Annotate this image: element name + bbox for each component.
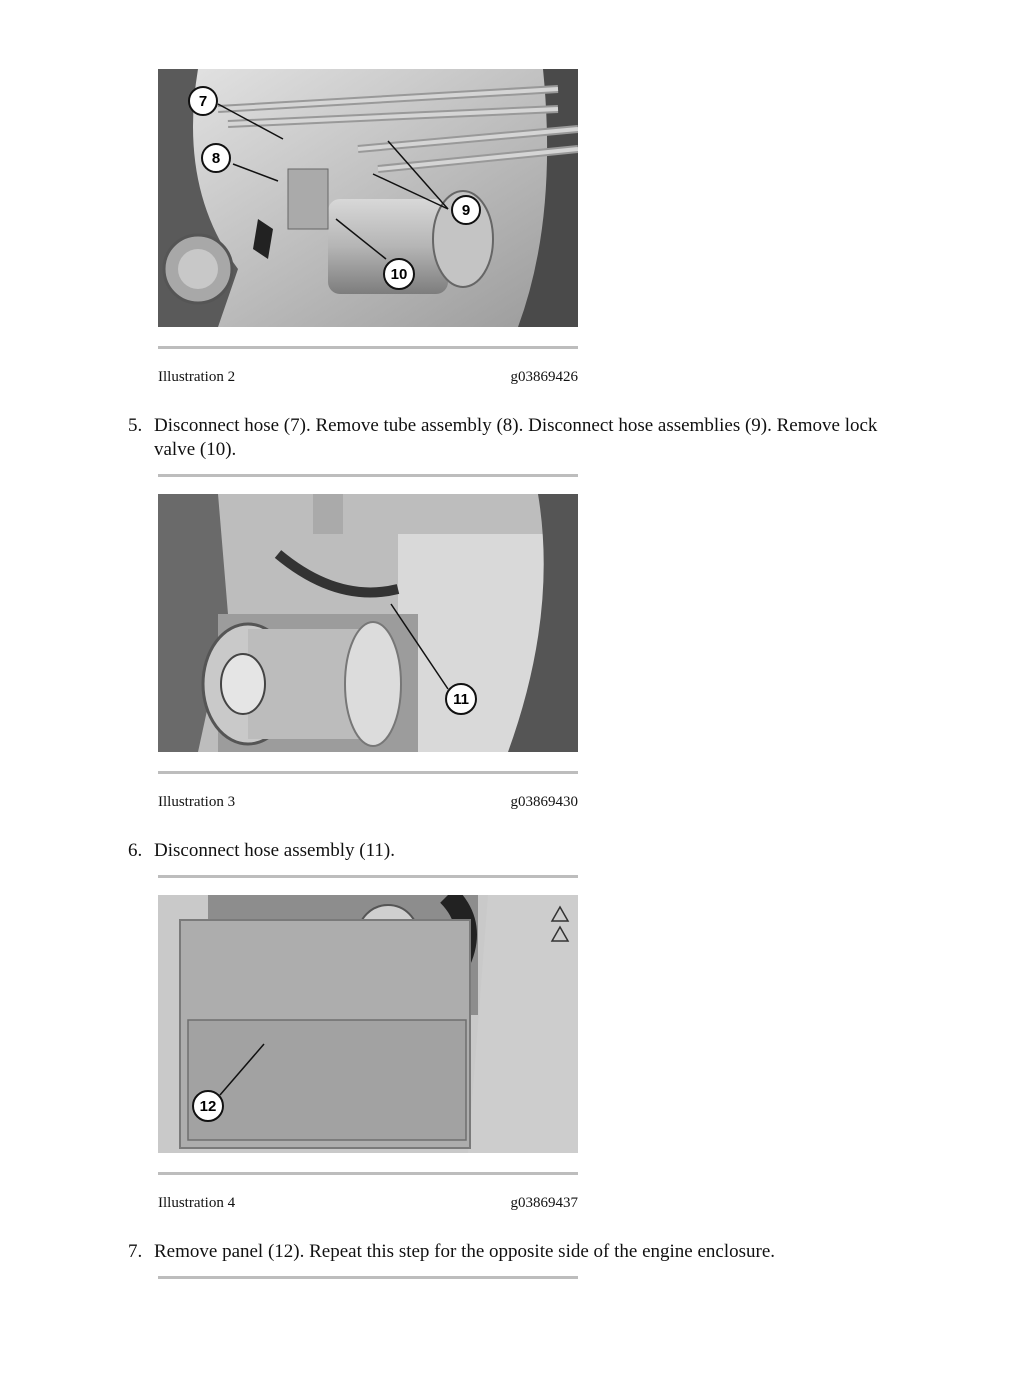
illustration-4-image (158, 895, 578, 1153)
illustration-2-label: Illustration 2 (158, 369, 236, 385)
step-6-rule (158, 875, 578, 878)
step-5-rule (158, 474, 578, 477)
step-6-number: 6. (128, 840, 143, 861)
callout-7-label: 7 (198, 93, 208, 110)
illustration-2-caption (158, 369, 578, 386)
step-7-text: Remove panel (12). Repeat this step for the opposite side of the engine enclosure. (154, 1241, 776, 1262)
illustration-4-label: Illustration 4 (158, 1195, 236, 1211)
illustration-3-label: Illustration 3 (158, 794, 236, 810)
illustration-2-image (158, 69, 578, 327)
callout-8-label: 8 (211, 150, 221, 167)
step-7 (128, 1240, 918, 1264)
illustration-2-rule (158, 346, 578, 349)
callout-10-label: 10 (390, 266, 408, 283)
illustration-3-rule (158, 771, 578, 774)
illustration-4-caption (158, 1195, 578, 1212)
step-7-number: 7. (128, 1241, 143, 1262)
callout-12-label: 12 (199, 1098, 217, 1115)
illustration-3-code: g03869430 (510, 794, 578, 810)
illustration-4-rule (158, 1172, 578, 1175)
illustration-2-code: g03869426 (510, 369, 578, 385)
illustration-3-caption (158, 794, 578, 811)
step-5 (128, 414, 918, 462)
callout-11-label: 11 (453, 691, 469, 708)
illustration-3-image (158, 494, 578, 752)
step-5-number: 5. (128, 415, 143, 436)
illustration-4-code: g03869437 (510, 1195, 578, 1211)
step-7-rule (158, 1276, 578, 1279)
callout-9-label: 9 (461, 202, 471, 219)
step-6-text: Disconnect hose assembly (11). (154, 840, 395, 861)
step-6 (128, 839, 918, 863)
step-5-text: Disconnect hose (7). Remove tube assembly (8). Disconnect hose assemblies (9). Remove lock valve (10). (154, 415, 878, 460)
